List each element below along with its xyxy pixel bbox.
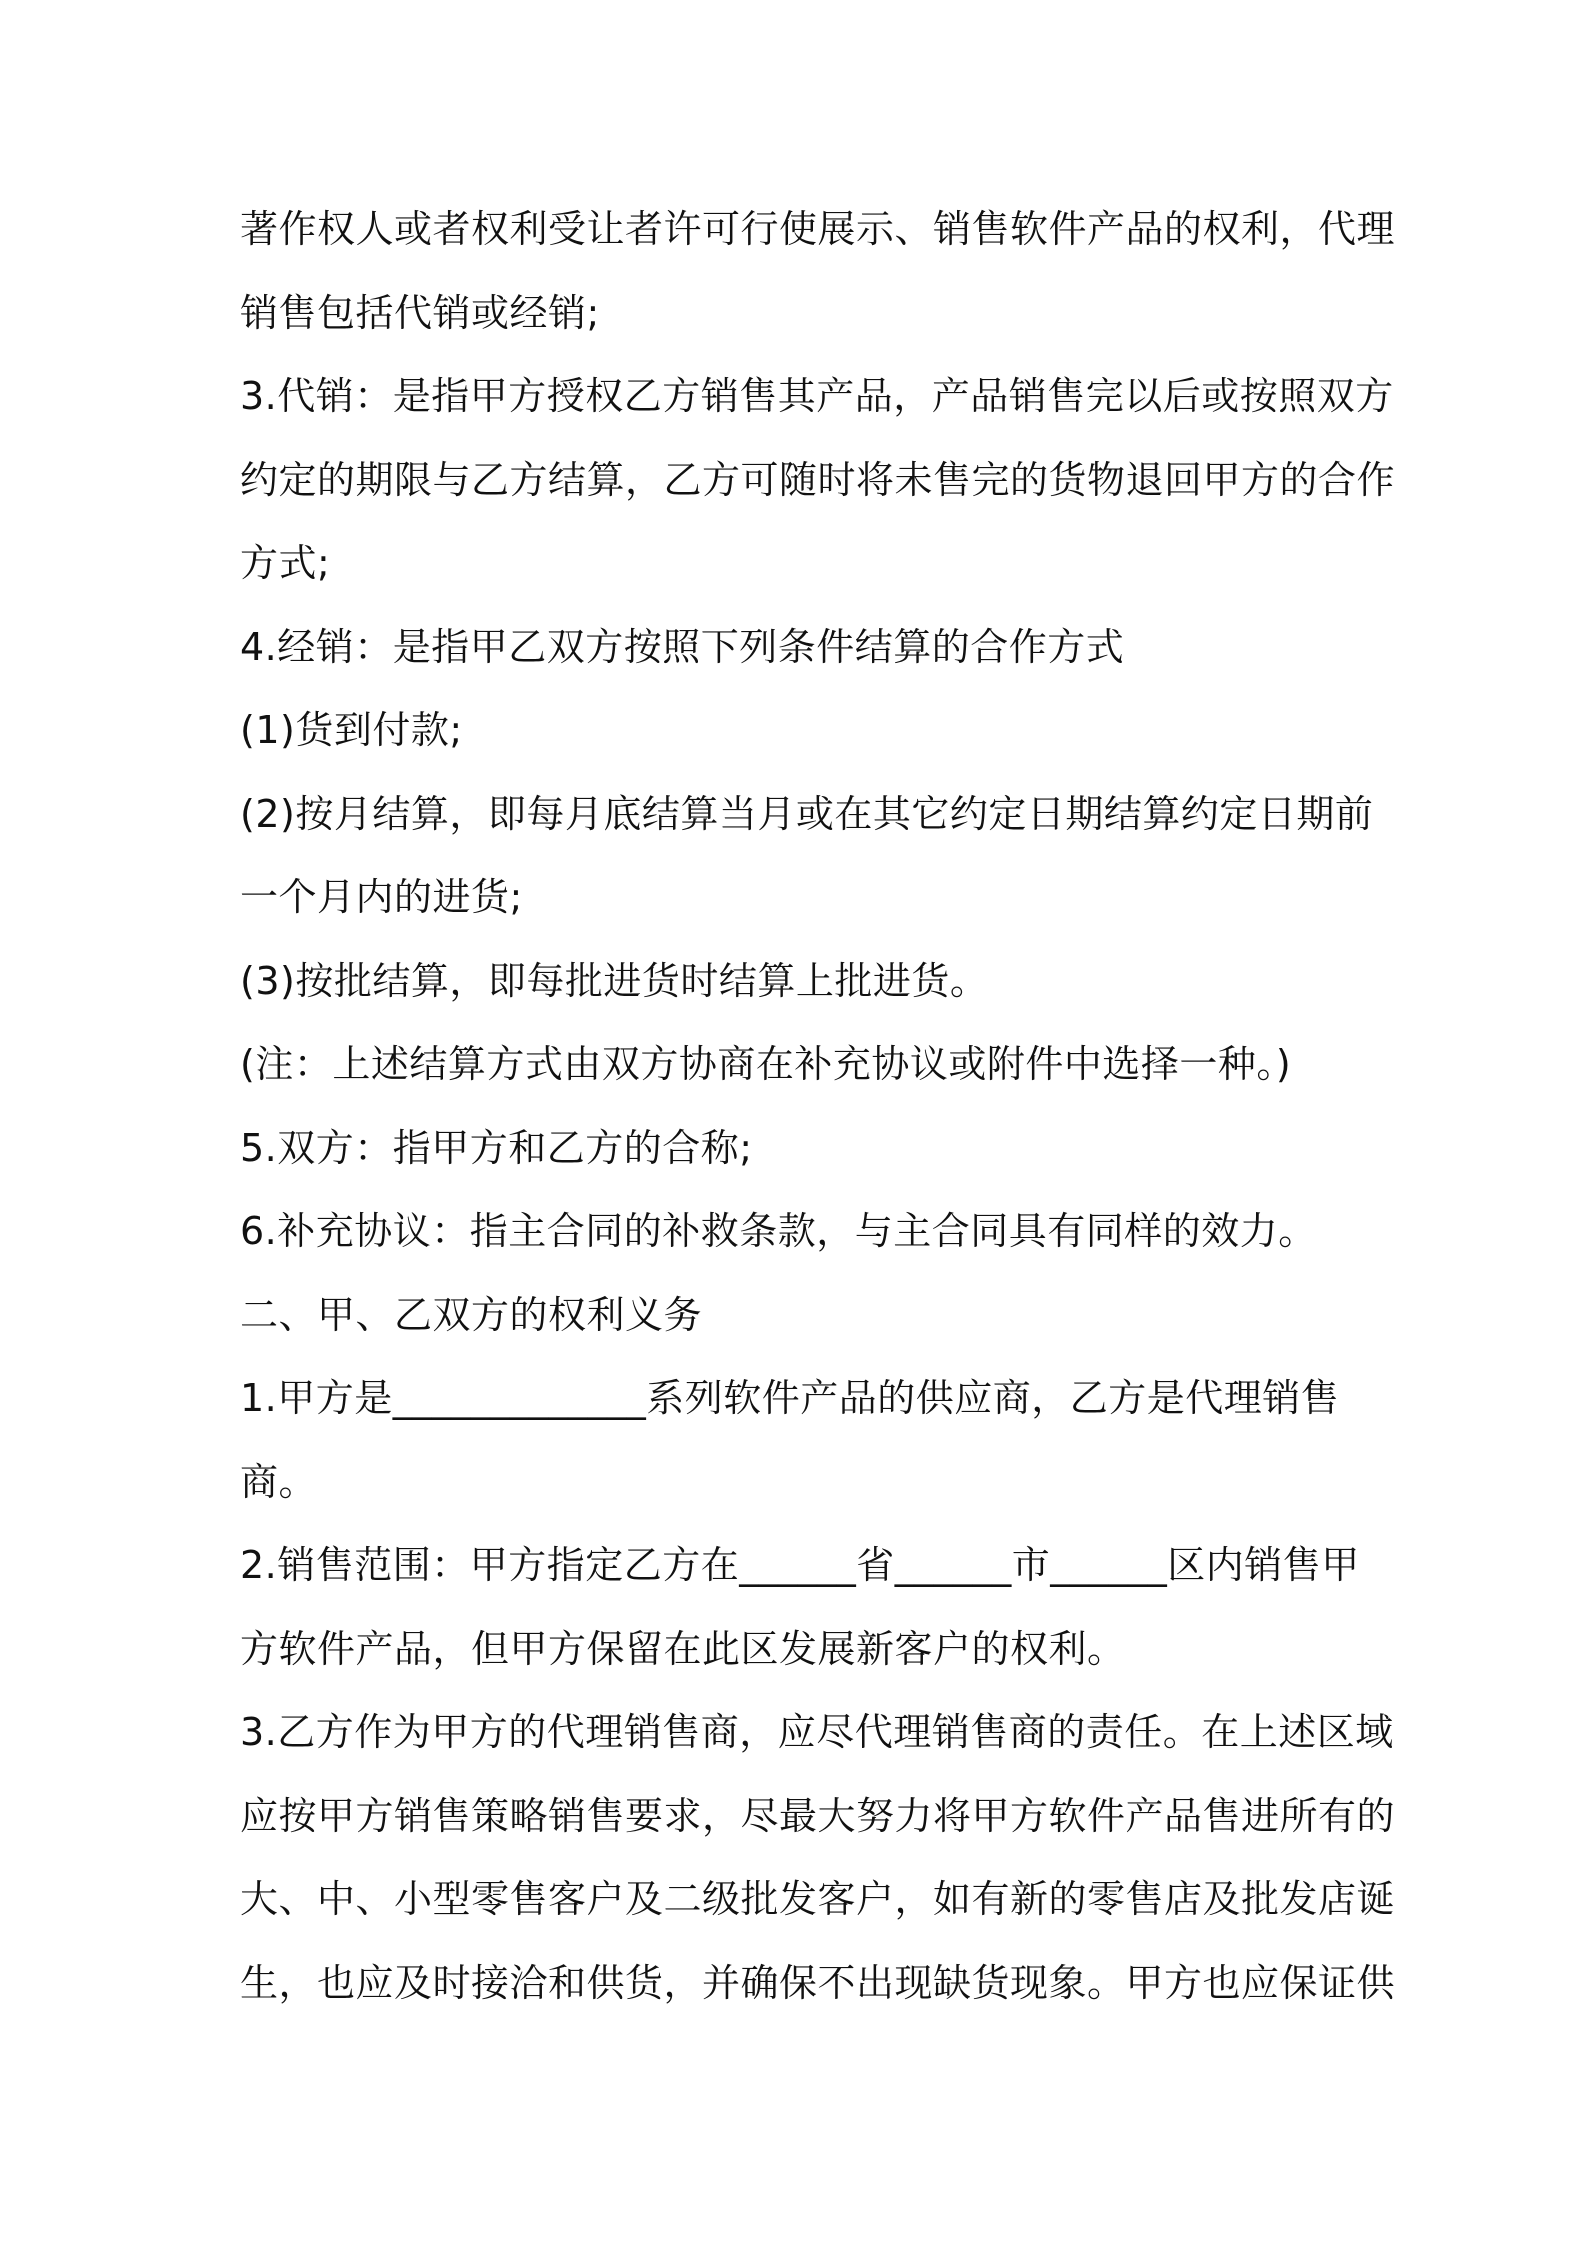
text-line: 一个月内的进货; — [240, 875, 523, 919]
text-line: (3)按批结算，即每批进货时结算上批进货。 — [240, 958, 989, 1003]
text-line: (2)按月结算，即每月底结算当月或在其它约定日期结算约定日期前 — [240, 791, 1374, 836]
text-line: 约定的期限与乙方结算，乙方可随时将未售完的货物退回甲方的合作 — [240, 457, 1396, 502]
text-line: 销售包括代销或经销; — [240, 290, 600, 335]
text-line: 应按甲方销售策略销售要求，尽最大努力将甲方软件产品售进所有的 — [240, 1793, 1396, 1838]
text-line: 方软件产品，但甲方保留在此区发展新客户的权利。 — [240, 1626, 1126, 1671]
text-line: 4.经销：是指甲乙双方按照下列条件结算的合作方式 — [240, 624, 1125, 669]
text-line: 3.乙方作为甲方的代理销售商，应尽代理销售商的责任。在上述区域 — [240, 1710, 1394, 1754]
text-line: (注：上述结算方式由双方协商在补充协议或附件中选择一种。) — [240, 1042, 1292, 1086]
text-line: 大、中、小型零售客户及二级批发客户，如有新的零售店及批发店诞 — [240, 1877, 1396, 1921]
document-body — [240, 188, 1396, 2025]
text-line: 3.代销：是指甲方授权乙方销售其产品，产品销售完以后或按照双方 — [240, 374, 1394, 418]
text-line: 生，也应及时接洽和供货，并确保不出现缺货现象。甲方也应保证供 — [240, 1960, 1396, 2005]
text-line: 方式; — [240, 541, 331, 585]
text-line: 6.补充协议：指主合同的补救条款，与主合同具有同样的效力。 — [240, 1209, 1317, 1253]
text-line: 5.双方：指甲方和乙方的合称; — [240, 1125, 753, 1170]
text-line: 2.销售范围：甲方指定乙方在______省______市______区内销售甲 — [240, 1543, 1360, 1587]
text-line: 著作权人或者权利受让者许可行使展示、销售软件产品的权利，代理 — [240, 207, 1396, 251]
text-line: 商。 — [240, 1459, 318, 1504]
section-heading: 二、甲、乙双方的权利义务 — [240, 1292, 703, 1337]
text-line: 1.甲方是_____________系列软件产品的供应商，乙方是代理销售 — [240, 1376, 1340, 1420]
text-line: (1)货到付款; — [240, 708, 463, 752]
